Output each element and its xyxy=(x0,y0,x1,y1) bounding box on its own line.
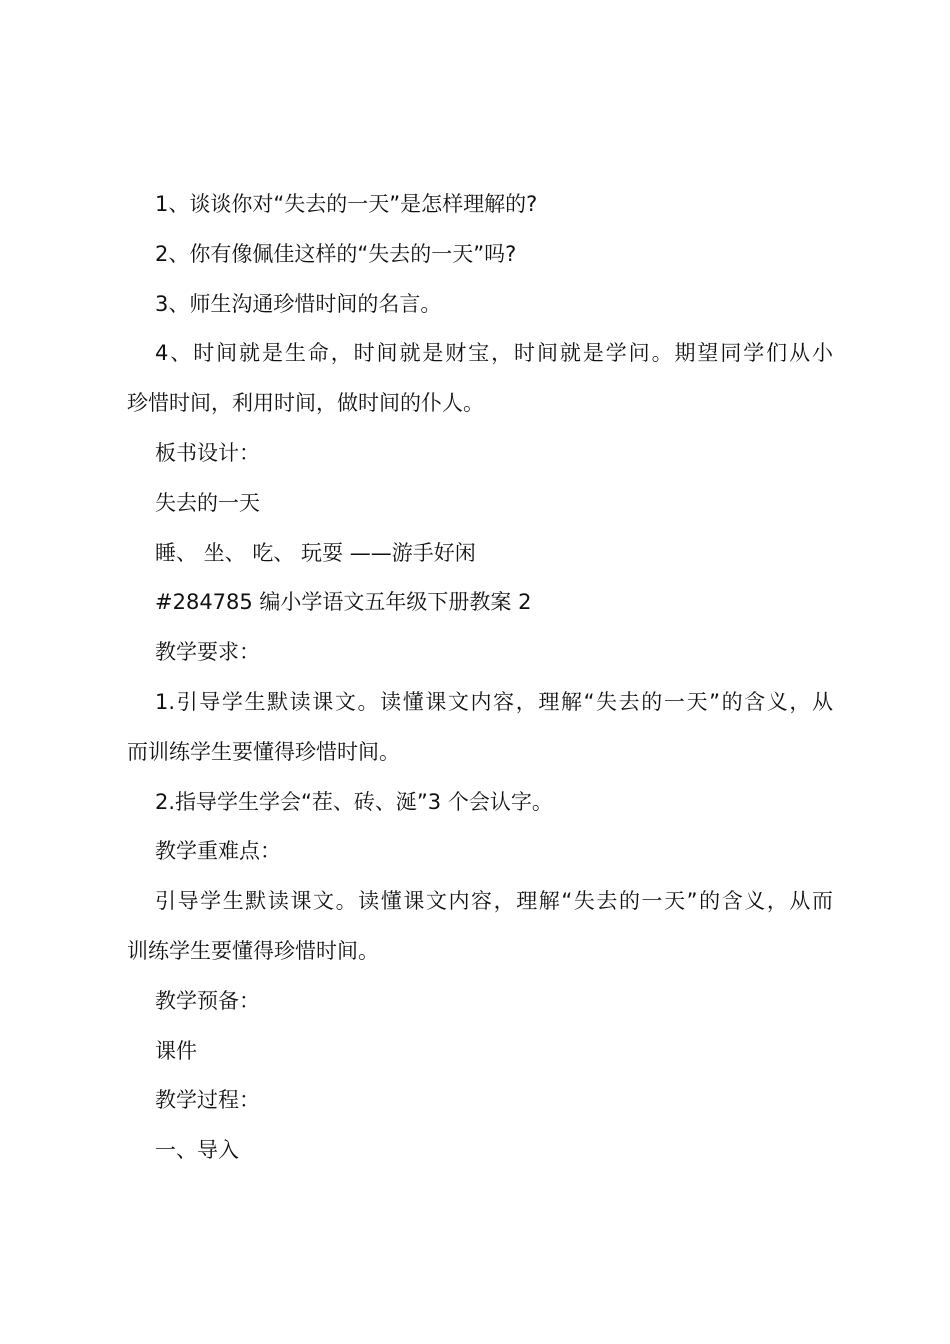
requirement-2: 2.指导学生学会“茬、砖、涎”3 个会认字。 xyxy=(155,789,553,814)
lesson-plan-title: #284785 编小学语文五年级下册教案 2 xyxy=(155,590,532,615)
activity-3: 3、师生沟通珍惜时间的名言。 xyxy=(155,291,442,316)
summary-4-line-1: 4、时间就是生命，时间就是财宝，时间就是学问。期望同学们从小 xyxy=(155,341,833,366)
key-difficulties-heading: 教学重难点： xyxy=(155,839,281,864)
teaching-preparation-heading: 教学预备： xyxy=(155,988,260,1013)
teaching-preparation-item: 课件 xyxy=(155,1038,197,1063)
key-difficulties-line-2: 训练学生要懂得珍惜时间。 xyxy=(127,938,379,963)
question-2: 2、你有像佩佳这样的“失去的一天”吗? xyxy=(155,241,517,266)
teaching-requirements-heading: 教学要求： xyxy=(155,640,260,665)
board-title: 失去的一天 xyxy=(155,490,260,515)
key-difficulties-line-1: 引导学生默读课文。读懂课文内容，理解“失去的一天”的含义，从而 xyxy=(155,889,833,914)
requirement-1-line-1: 1.引导学生默读课文。读懂课文内容，理解“失去的一天”的含义，从 xyxy=(155,689,833,714)
teaching-process-heading: 教学过程： xyxy=(155,1088,260,1113)
question-1: 1、谈谈你对“失去的一天”是怎样理解的? xyxy=(155,192,538,216)
introduction-heading: 一、导入 xyxy=(155,1138,239,1163)
board-design-heading: 板书设计： xyxy=(155,440,260,465)
summary-4-line-2: 珍惜时间，利用时间，做时间的仆人。 xyxy=(127,391,484,416)
board-keywords: 睡、 坐、 吃、 玩耍 ——游手好闲 xyxy=(155,540,476,565)
document-body xyxy=(127,180,833,1176)
requirement-1-line-2: 而训练学生要懂得珍惜时间。 xyxy=(127,739,400,764)
